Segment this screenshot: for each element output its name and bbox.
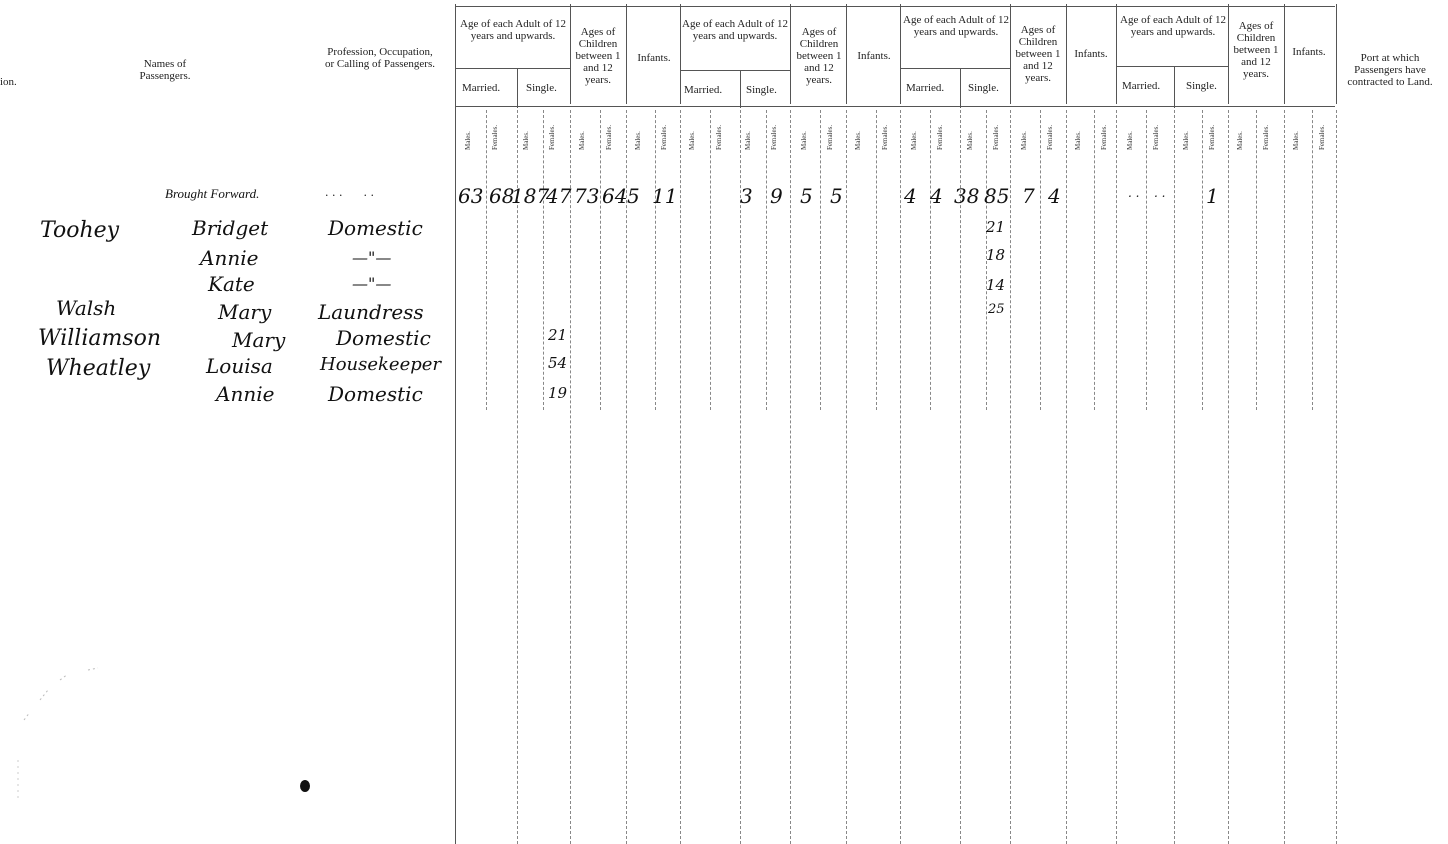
group-divider xyxy=(1284,4,1285,104)
passenger-given-name: Kate xyxy=(208,272,255,296)
brought-forward-value: 47 xyxy=(546,184,572,208)
column-guide xyxy=(766,110,767,410)
header-children-4: Ages of Children between 1 and 12 years. xyxy=(1233,20,1279,80)
col-label-females: Females. xyxy=(881,124,889,150)
married-single-divider xyxy=(1174,66,1175,108)
passenger-age: 18 xyxy=(986,246,1006,264)
group-divider xyxy=(626,4,627,104)
col-label-females: Females. xyxy=(1208,124,1216,150)
group-divider xyxy=(790,4,791,104)
header-names-of-passengers: Names of Passengers. xyxy=(139,58,191,82)
brought-forward-label: Brought Forward. xyxy=(165,186,260,201)
column-guide xyxy=(1066,110,1067,844)
passenger-surname: Toohey xyxy=(40,218,120,243)
header-infants-4: Infants. xyxy=(1292,46,1326,58)
header-children-3: Ages of Children between 1 and 12 years. xyxy=(1015,24,1061,84)
passenger-given-name: Annie xyxy=(216,382,275,406)
column-guide xyxy=(486,110,487,410)
brought-forward-value: 38 xyxy=(954,184,980,208)
col-label-females: Females. xyxy=(715,124,723,150)
group-divider xyxy=(680,4,681,104)
passenger-age: 19 xyxy=(548,384,568,402)
passenger-age: 21 xyxy=(986,218,1006,236)
col-label-females: Females. xyxy=(770,124,778,150)
brought-forward-value: 64 xyxy=(602,184,628,208)
col-label-males: Males. xyxy=(854,131,862,150)
col-label-females: Females. xyxy=(1262,124,1270,150)
passenger-age: 54 xyxy=(548,354,568,372)
column-guide xyxy=(1256,110,1257,410)
brought-forward-value: 63 xyxy=(458,184,484,208)
header-married-4: Married. xyxy=(1122,80,1161,92)
column-guide xyxy=(930,110,931,410)
faint-marks xyxy=(0,660,120,810)
passenger-occupation: Domestic xyxy=(328,382,423,406)
column-guide xyxy=(626,110,627,844)
column-guide xyxy=(600,110,601,410)
passenger-given-name: Annie xyxy=(200,246,259,270)
header-adult-group-1: Age of each Adult of 12 years and upwards. xyxy=(460,18,566,42)
brought-forward-value: 73 xyxy=(574,184,600,208)
header-single-1: Single. xyxy=(526,82,557,94)
header-married-3: Married. xyxy=(906,82,945,94)
brought-forward-value: 3 xyxy=(740,184,753,208)
brought-forward-value: 1 xyxy=(1206,184,1219,208)
header-married-1: Married. xyxy=(462,82,501,94)
column-guide xyxy=(1228,110,1229,844)
column-guide xyxy=(1010,110,1011,844)
col-label-males: Males. xyxy=(1020,131,1028,150)
group-divider xyxy=(455,4,456,844)
group-divider xyxy=(1228,4,1229,104)
column-guide xyxy=(820,110,821,410)
brought-forward-value: 9 xyxy=(770,184,783,208)
header-infants-3: Infants. xyxy=(1074,48,1108,60)
column-guide xyxy=(960,110,961,844)
header-port: Port at which Passengers have contracted to Land. xyxy=(1347,52,1433,88)
col-label-males: Males. xyxy=(688,131,696,150)
group-divider xyxy=(1010,4,1011,104)
col-label-males: Males. xyxy=(1126,131,1134,150)
passenger-given-name: Mary xyxy=(232,328,286,352)
col-label-females: Females. xyxy=(1100,124,1108,150)
group-divider xyxy=(846,4,847,104)
passenger-given-name: Bridget xyxy=(192,216,269,240)
passenger-occupation: —"— xyxy=(352,274,392,293)
brought-forward-value: 4 xyxy=(930,184,943,208)
married-single-rule-3 xyxy=(900,68,1010,69)
header-children-1: Ages of Children between 1 and 12 years. xyxy=(575,26,621,86)
passenger-occupation: Domestic xyxy=(336,326,431,350)
col-label-females: Females. xyxy=(1318,124,1326,150)
header-married-2: Married. xyxy=(684,84,723,96)
header-top-rule xyxy=(455,6,1335,7)
brought-forward-value: 187 xyxy=(511,184,550,208)
married-single-divider xyxy=(740,70,741,108)
col-label-males: Males. xyxy=(634,131,642,150)
col-label-males: Males. xyxy=(1182,131,1190,150)
column-guide xyxy=(570,110,571,844)
header-single-3: Single. xyxy=(968,82,999,94)
group-divider xyxy=(570,4,571,104)
col-label-females: Females. xyxy=(491,124,499,150)
header-profession: Profession, Occupation, or Calling of Passengers. xyxy=(325,46,435,70)
passenger-surname: Walsh xyxy=(56,296,117,320)
brought-forward-value: 7 xyxy=(1022,184,1035,208)
column-guide xyxy=(876,110,877,410)
column-guide xyxy=(846,110,847,844)
column-guide xyxy=(1284,110,1285,844)
col-label-males: Males. xyxy=(744,131,752,150)
column-guide xyxy=(517,110,518,844)
col-label-females: Females. xyxy=(1046,124,1054,150)
married-single-rule-2 xyxy=(680,70,790,71)
group-divider xyxy=(900,4,901,104)
header-infants-1: Infants. xyxy=(637,52,671,64)
brought-forward-value: 5 xyxy=(800,184,813,208)
header-single-2: Single. xyxy=(746,84,777,96)
brought-forward-value: 4 xyxy=(904,184,917,208)
column-guide xyxy=(790,110,791,844)
column-guide xyxy=(1146,110,1147,410)
col-label-males: Males. xyxy=(1236,131,1244,150)
brought-forward-value: 5 xyxy=(830,184,843,208)
column-guide xyxy=(1116,110,1117,844)
brought-forward-value: . . xyxy=(1154,186,1166,200)
passenger-occupation: Laundress xyxy=(318,300,424,324)
col-label-males: Males. xyxy=(522,131,530,150)
col-label-males: Males. xyxy=(966,131,974,150)
column-guide xyxy=(1174,110,1175,844)
brought-forward-value: . . xyxy=(1128,186,1140,200)
brought-forward-value: 4 xyxy=(1048,184,1061,208)
passenger-occupation: Domestic xyxy=(328,216,423,240)
col-label-males: Males. xyxy=(1292,131,1300,150)
col-label-females: Females. xyxy=(992,124,1000,150)
group-divider xyxy=(1066,4,1067,104)
header-bottom-rule xyxy=(455,106,1335,107)
group-divider xyxy=(1336,4,1337,104)
married-single-rule-4 xyxy=(1116,66,1228,67)
header-fragment-left: ion. xyxy=(0,76,17,88)
header-single-4: Single. xyxy=(1186,80,1217,92)
married-single-divider xyxy=(517,68,518,108)
brought-forward-value: 68 xyxy=(489,184,515,208)
col-label-females: Females. xyxy=(826,124,834,150)
column-guide xyxy=(1336,110,1337,844)
col-label-females: Females. xyxy=(936,124,944,150)
column-guide xyxy=(1040,110,1041,410)
header-children-2: Ages of Children between 1 and 12 years. xyxy=(796,26,842,86)
header-infants-2: Infants. xyxy=(857,50,891,62)
passenger-age: 21 xyxy=(548,326,568,344)
group-divider xyxy=(1116,4,1117,104)
passenger-given-name: Louisa xyxy=(206,354,273,378)
column-guide xyxy=(740,110,741,844)
brought-forward-dots: . . . . . xyxy=(325,186,374,199)
brought-forward-value: 11 xyxy=(652,184,678,208)
column-guide xyxy=(680,110,681,844)
col-label-females: Females. xyxy=(548,124,556,150)
col-label-males: Males. xyxy=(578,131,586,150)
column-guide xyxy=(1312,110,1313,410)
col-label-males: Males. xyxy=(910,131,918,150)
married-single-divider xyxy=(960,68,961,108)
col-label-females: Females. xyxy=(1152,124,1160,150)
brought-forward-value: 85 xyxy=(984,184,1010,208)
passenger-surname: Wheatley xyxy=(46,356,151,381)
passenger-given-name: Mary xyxy=(218,300,272,324)
col-label-males: Males. xyxy=(1074,131,1082,150)
col-label-females: Females. xyxy=(605,124,613,150)
passenger-occupation: —"— xyxy=(352,248,392,267)
column-guide xyxy=(1202,110,1203,410)
ink-blot xyxy=(300,780,310,792)
header-adult-group-2: Age of each Adult of 12 years and upwards. xyxy=(682,18,788,42)
col-label-males: Males. xyxy=(464,131,472,150)
column-guide xyxy=(543,110,544,410)
col-label-males: Males. xyxy=(800,131,808,150)
passenger-surname: Williamson xyxy=(38,326,162,351)
column-guide xyxy=(1094,110,1095,410)
column-guide xyxy=(710,110,711,410)
column-guide xyxy=(655,110,656,410)
header-adult-group-4: Age of each Adult of 12 years and upwards. xyxy=(1120,14,1226,38)
passenger-age: 25 xyxy=(988,302,1005,317)
passenger-age: 14 xyxy=(986,276,1006,294)
col-label-females: Females. xyxy=(660,124,668,150)
brought-forward-value: 5 xyxy=(627,184,640,208)
header-adult-group-3: Age of each Adult of 12 years and upwards. xyxy=(903,14,1009,38)
column-guide xyxy=(900,110,901,844)
married-single-rule-1 xyxy=(455,68,570,69)
passenger-occupation: Housekeeper xyxy=(320,354,442,375)
